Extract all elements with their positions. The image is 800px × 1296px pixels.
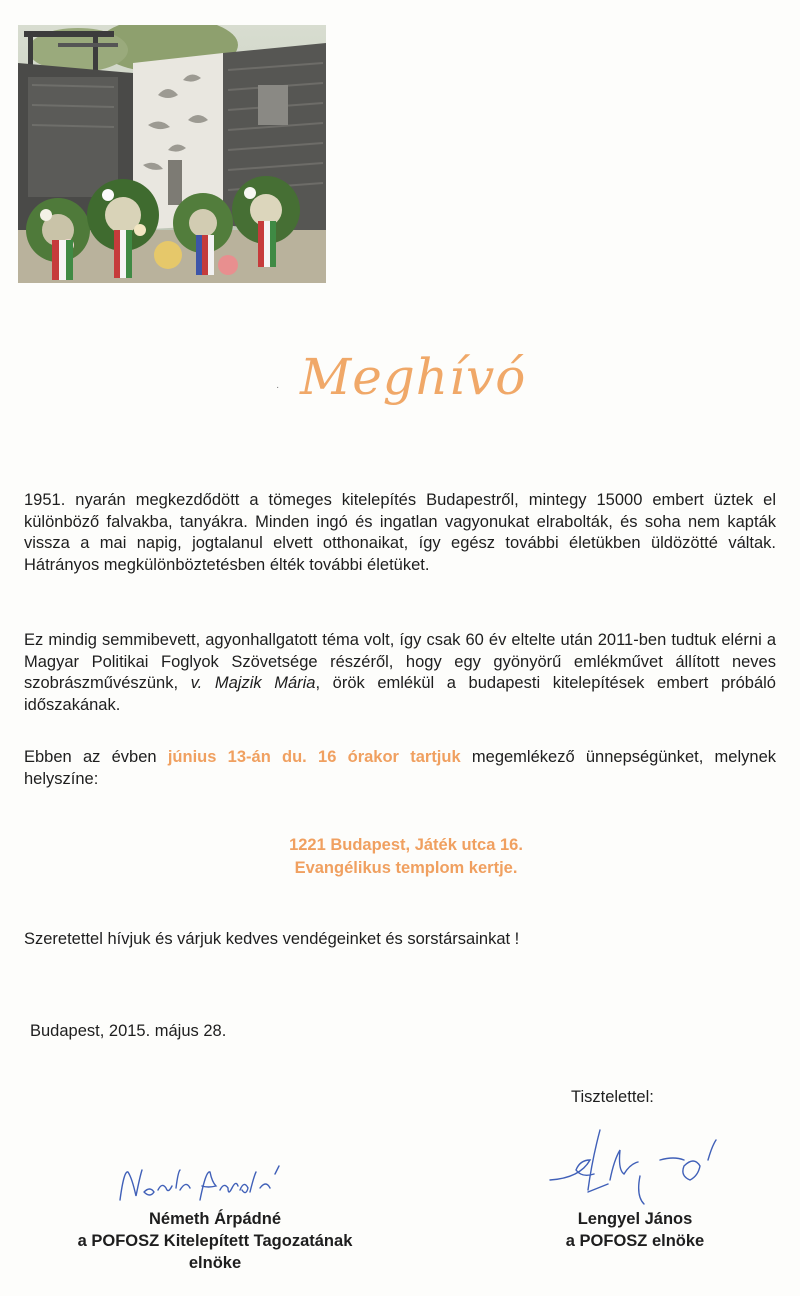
paragraph-event bbox=[24, 747, 776, 790]
paragraph-history: 1951. nyarán megkezdődött a tömeges kitelepítés Budapestről, mintegy 15000 embert üztek el különböző falvakba, tanyákra. Minden ingó és ingatlan vagyonukat elrabolták, és soha nem kapták vissza a mai napig, jogtalanul elvett otthonaikat, így egész további életükben üldözötté váltak. Hátrányos megkülönböztetésben élték további életüket. bbox=[24, 491, 776, 574]
event-date-time: június 13-án du. 16 órakor tartjuk bbox=[167, 748, 461, 766]
paragraph-memorial-text: Ez mindig semmibevett, agyonhallgatott téma volt, így csak 60 év eltelte után 2011-ben tudtuk elérni a Magyar Politikai Foglyok Szövetsége részéről, hogy egy gyönyörű emlékművet állított neves szobrászművészünk, bbox=[24, 631, 776, 692]
paragraph-event-end: megemlékező ünnepségünket, melynek helyszíne: bbox=[24, 748, 776, 788]
venue-place: Evangélikus templom kertje. bbox=[294, 859, 518, 877]
signature-right bbox=[540, 1120, 740, 1215]
scan-speck: · bbox=[276, 382, 280, 393]
signer-left-name: Németh Árpádné bbox=[148, 1210, 282, 1228]
venue-address: 1221 Budapest, Játék utca 16. bbox=[289, 836, 523, 854]
signer-right-name: Lengyel János bbox=[577, 1210, 693, 1228]
signer-left bbox=[40, 1208, 390, 1274]
closing-regards: Tisztelettel: bbox=[571, 1088, 654, 1106]
paragraph-memorial bbox=[24, 630, 776, 716]
handwritten-signature-icon bbox=[540, 1120, 740, 1210]
invitation-line: Szeretettel hívjuk és várjuk kedves vendégeinket és sorstársainkat ! bbox=[24, 930, 520, 948]
signer-right-role: a POFOSZ elnöke bbox=[565, 1232, 705, 1250]
signer-left-role2: elnöke bbox=[188, 1254, 242, 1272]
handwritten-signature-icon bbox=[110, 1160, 330, 1210]
invitation-title: Meghívó bbox=[300, 348, 527, 406]
paragraph-memorial-end: , örök emlékül a budapesti kitelepítések embert próbáló időszakának. bbox=[24, 674, 776, 714]
date-line: Budapest, 2015. május 28. bbox=[30, 1022, 227, 1040]
memorial-photo bbox=[18, 25, 326, 283]
signature-left bbox=[110, 1160, 330, 1215]
artist-name: v. Majzik Mária bbox=[190, 674, 316, 692]
paragraph-event-start: Ebben az évben bbox=[24, 748, 168, 766]
signer-right bbox=[540, 1208, 730, 1252]
signer-left-role: a POFOSZ Kitelepített Tagozatának bbox=[77, 1232, 353, 1250]
memorial-photo-icon bbox=[18, 25, 326, 283]
